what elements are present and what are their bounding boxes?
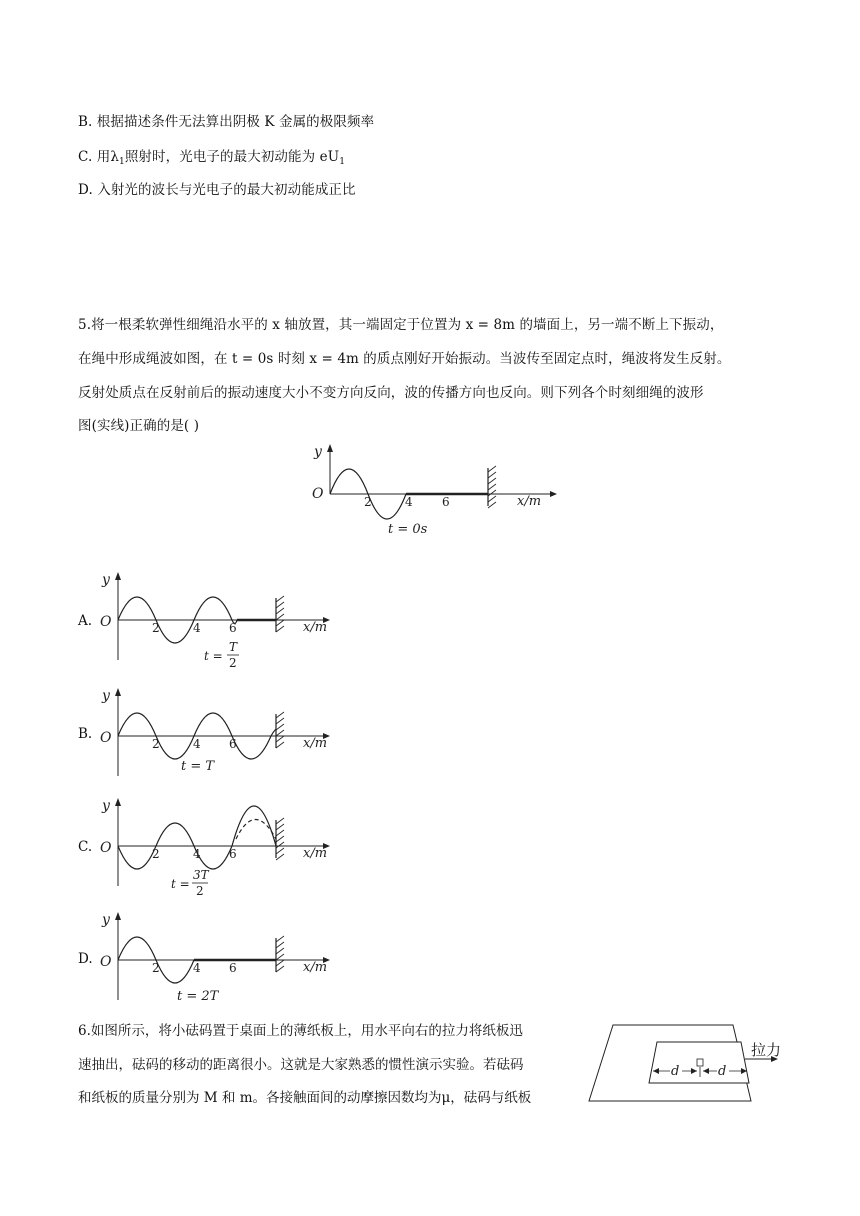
y-axis-arrow <box>115 572 121 580</box>
tick-4: 4 <box>405 495 413 509</box>
tick-6: 6 <box>229 961 237 975</box>
y-label: y <box>314 444 322 460</box>
wall-hatch <box>276 936 284 972</box>
tick-4: 4 <box>193 621 201 635</box>
origin-label: O <box>100 840 112 856</box>
q6-stem-line-3: 和纸板的质量分别为 M 和 m。各接触面间的动摩擦因数均为μ，砝码与纸板 <box>78 1090 532 1106</box>
x-axis-arrow <box>550 491 557 497</box>
time-prefix: t = <box>171 877 190 891</box>
q5-option-d-figure <box>95 908 355 1008</box>
q6-stem-line-1: 6.如图所示，将小砝码置于桌面上的薄纸板上，用水平向右的拉力将纸板迅 <box>78 1023 523 1039</box>
q5-option-c-figure <box>95 794 355 904</box>
q6-stem-line-2: 速抽出，砝码的移动的距离很小。这就是大家熟悉的惯性演示实验。若砝码 <box>78 1057 524 1073</box>
y-axis-arrow <box>115 688 121 696</box>
tick-6: 6 <box>229 737 237 751</box>
y-label: y <box>102 688 110 704</box>
tick-4: 4 <box>193 961 201 975</box>
pull-force-label: 拉力 <box>751 1041 782 1059</box>
origin-label: O <box>100 730 112 746</box>
tick-6: 6 <box>442 495 450 509</box>
y-label: y <box>102 572 110 588</box>
wall-hatch <box>276 596 284 632</box>
y-label: y <box>102 912 110 928</box>
q4-option-c-lambda: λ <box>110 149 119 165</box>
reflected-wave-dashed <box>236 820 276 840</box>
time-label: t = 2T <box>177 989 219 1004</box>
tick-2: 2 <box>364 495 372 509</box>
time-numerator: T <box>229 640 238 654</box>
q5-option-d-label: D. <box>78 951 93 967</box>
wall-hatch <box>276 818 284 860</box>
x-label: x/m <box>303 960 328 975</box>
d-left-label: d <box>671 1064 680 1079</box>
q4-option-c-u-sub: 1 <box>339 157 346 167</box>
q5-main-figure <box>305 442 565 542</box>
time-prefix: t = <box>204 649 223 663</box>
wall-hatch <box>276 712 284 748</box>
q5-stem-line-1: 5.将一根柔软弹性细绳沿水平的 x 轴放置，其一端固定于位置为 x = 8m 的墙面上，另一端不断上下振动， <box>78 317 724 333</box>
q5-option-b-label: B. <box>78 726 93 742</box>
q4-option-c-lambda-sub: 1 <box>119 157 125 167</box>
time-denominator: 2 <box>196 884 204 898</box>
tick-6: 6 <box>229 847 237 861</box>
tick-4: 4 <box>193 847 201 861</box>
q4-option-c <box>78 147 345 172</box>
q5-option-a-figure <box>95 568 355 668</box>
tick-2: 2 <box>152 961 160 975</box>
time-numerator: 3T <box>193 868 209 882</box>
x-label: x/m <box>517 494 542 509</box>
weight-block <box>697 1059 703 1066</box>
origin-label: O <box>100 954 112 970</box>
y-axis-arrow <box>327 444 333 452</box>
y-label: y <box>102 798 110 814</box>
q6-figure <box>585 1015 815 1105</box>
x-label: x/m <box>303 846 328 861</box>
time-label: t = 0s <box>388 522 428 537</box>
y-axis-arrow <box>115 912 121 920</box>
d-right-label: d <box>718 1064 727 1079</box>
origin-label: O <box>100 614 112 630</box>
q4-option-b: B. 根据描述条件无法算出阴极 K 金属的极限频率 <box>78 114 375 130</box>
tick-2: 2 <box>152 737 160 751</box>
q4-option-c-prefix: C. 用 <box>78 149 111 165</box>
tick-2: 2 <box>152 847 160 861</box>
tick-4: 4 <box>193 737 201 751</box>
time-label: t = T <box>181 759 215 774</box>
q5-stem-line-3: 反射处质点在反射前后的振动速度大小不变方向反向，波的传播方向也反向。则下列各个时刻细绳的波形 <box>78 385 704 401</box>
q4-option-d: D. 入射光的波长与光电子的最大初动能成正比 <box>78 182 356 198</box>
q5-option-a-label: A. <box>78 613 93 629</box>
wall-hatch <box>488 466 496 508</box>
origin-label: O <box>312 486 324 502</box>
time-denominator: 2 <box>229 656 237 670</box>
q4-option-c-text: 照射时，光电子的最大初动能为 eU <box>124 149 340 165</box>
tick-2: 2 <box>152 621 160 635</box>
x-label: x/m <box>303 620 328 635</box>
q5-stem-line-2: 在绳中形成绳波如图，在 t = 0s 时刻 x = 4m 的质点刚好开始振动。当波传至固定点时，绳波将发生反射。 <box>78 351 731 367</box>
q5-stem-line-4: 图(实线)正确的是( ) <box>78 418 200 434</box>
x-label: x/m <box>303 736 328 751</box>
q5-option-b-figure <box>95 684 355 784</box>
q5-option-c-label: C. <box>78 839 93 855</box>
tick-6: 6 <box>229 621 237 635</box>
y-axis-arrow <box>115 798 121 806</box>
